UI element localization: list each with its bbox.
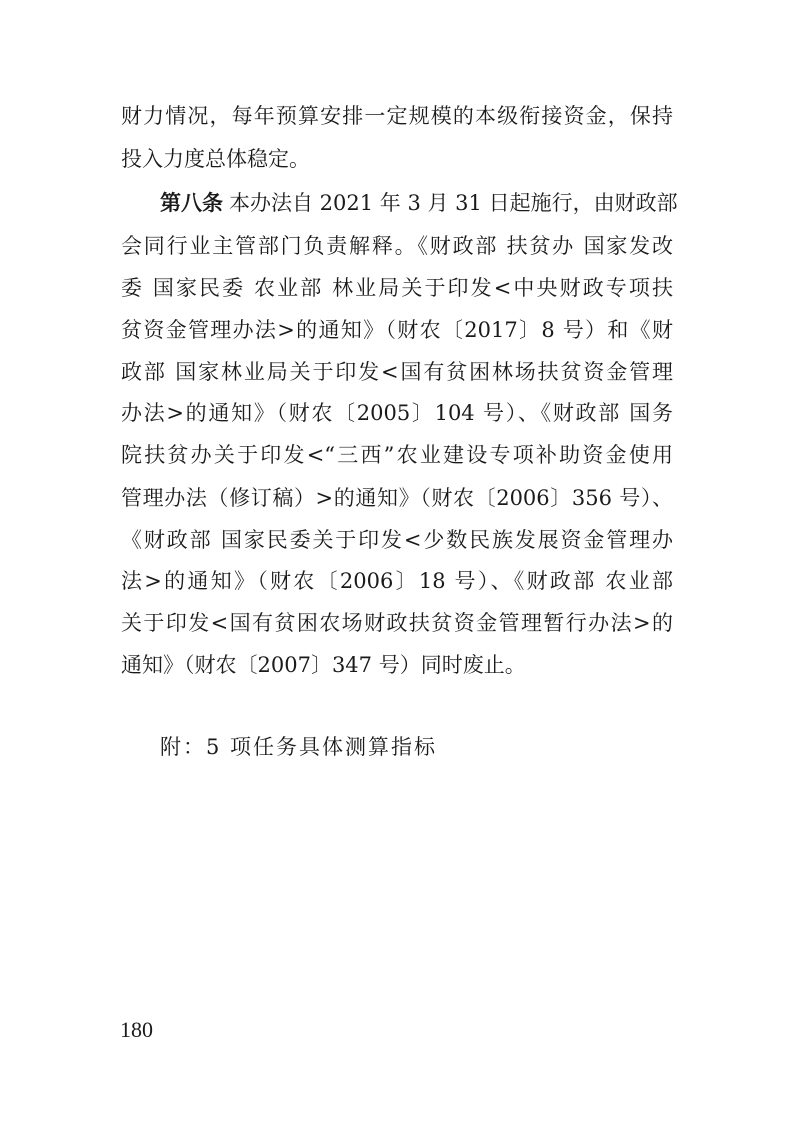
article-line: 办法>的通知》（财农〔2005〕104 号）、《财政部 国务 <box>121 401 673 425</box>
article-line: 通知》（财农〔2007〕347 号）同时废止。 <box>121 653 526 677</box>
article-line: 委 国家民委 农业部 林业局关于印发<中央财政专项扶 <box>121 276 673 300</box>
article-line: 院扶贫办关于印发<“三西”农业建设专项补助资金使用 <box>121 443 673 467</box>
article-line: 法>的通知》（财农〔2006〕18 号）、《财政部 农业部 <box>121 569 673 593</box>
article-first-line <box>160 188 678 218</box>
article-line: 会同行业主管部门负责解释。《财政部 扶贫办 国家发改 <box>121 234 673 258</box>
article-line: 政部 国家林业局关于印发<国有贫困林场扶贫资金管理 <box>121 360 673 384</box>
paragraph-line: 财力情况，每年预算安排一定规模的本级衔接资金，保持 <box>121 104 673 128</box>
article-line: 管理办法（修订稿）>的通知》（财农〔2006〕356 号）、 <box>121 486 673 510</box>
article-text: 本办法自 2021 年 3 月 31 日起施行，由财政部 <box>229 191 678 215</box>
article-line: 关于印发<国有贫困农场财政扶贫资金管理暂行办法>的 <box>121 611 673 635</box>
article-number: 第八条 <box>160 191 223 215</box>
article-line: 贫资金管理办法>的通知》（财农〔2017〕8 号）和《财 <box>121 318 673 342</box>
page-number: 180 <box>120 1017 153 1042</box>
attachment-label: 附：5 项任务具体测算指标 <box>160 735 438 759</box>
paragraph-line: 投入力度总体稳定。 <box>121 147 310 171</box>
article-line: 《财政部 国家民委关于印发<少数民族发展资金管理办 <box>121 528 673 552</box>
